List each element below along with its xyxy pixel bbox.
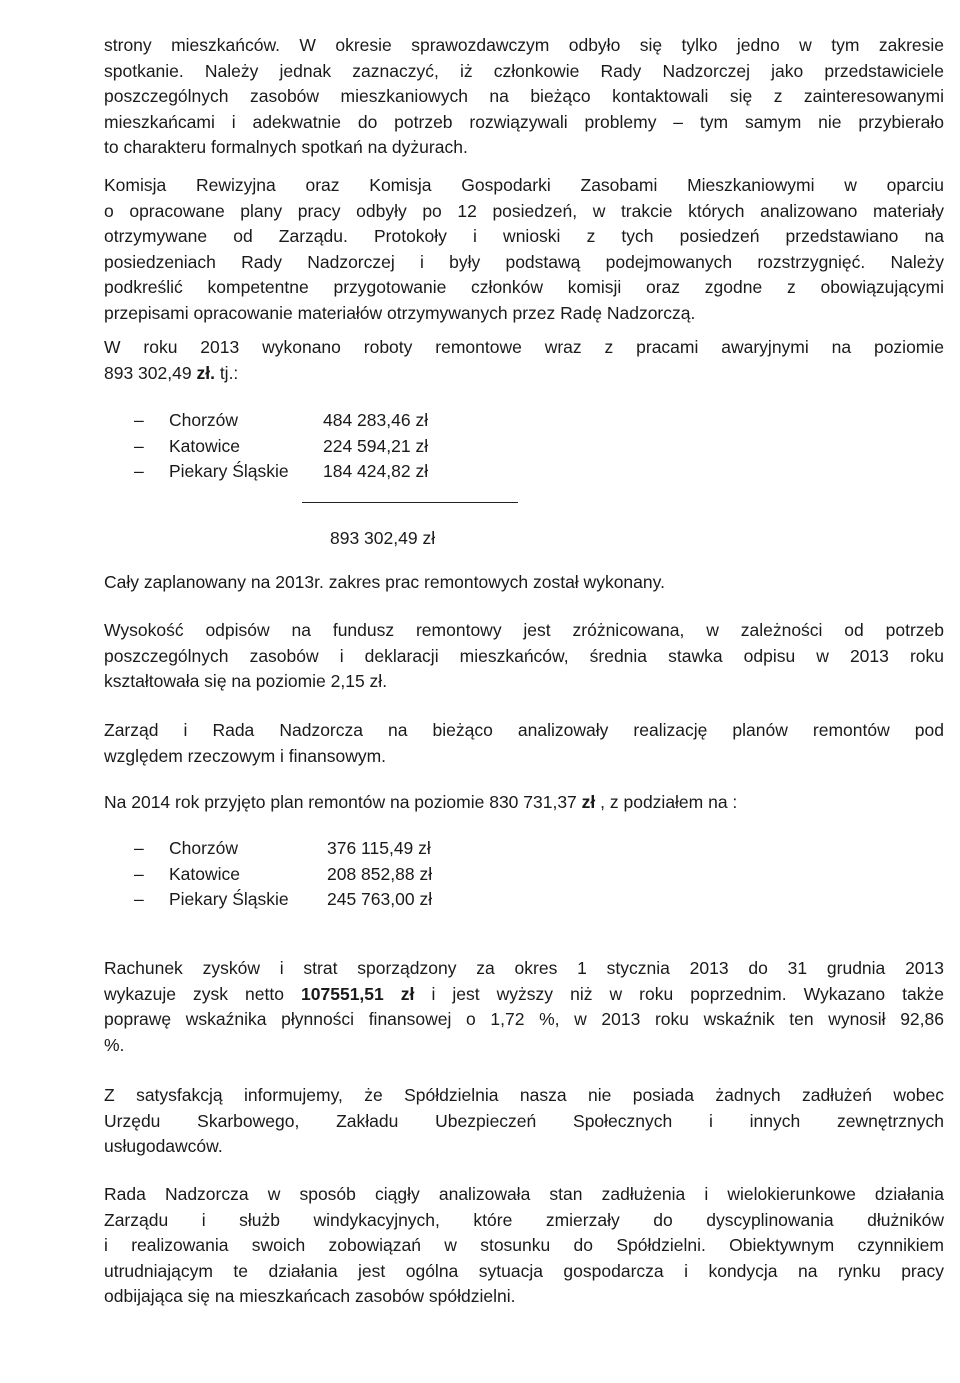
paragraph-repair-fund xyxy=(104,618,944,695)
text-line: otrzymywane od Zarządu. Protokoły i wnioski z tych posiedzeń przedstawiano na xyxy=(104,226,944,246)
paragraph-debt-analysis xyxy=(104,1182,944,1310)
text-prefix: wykazuje zysk netto xyxy=(104,983,302,1004)
dash-bullet: – xyxy=(134,889,144,909)
text-line: kształtowała się na poziomie 2,15 zł. xyxy=(104,671,388,691)
city-amount: 184 424,82 zł xyxy=(323,461,429,481)
list-item xyxy=(134,434,428,460)
text-line: utrudniającym te działania jest ogólna sytuacja gospodarcza i kondycja na rynku pracy xyxy=(104,1260,944,1281)
text-line: Komisja Rewizyjna oraz Komisja Gospodarki Zasobami Mieszkaniowymi w oparciu xyxy=(104,175,944,195)
paragraph-plan-completed xyxy=(104,570,944,596)
city-amount: 224 594,21 zł xyxy=(323,435,429,456)
text-line: Urzędu Skarbowego, Zakładu Ubezpieczeń Społecznych i innych zewnętrznych xyxy=(104,1110,944,1131)
paragraph-meetings xyxy=(104,33,944,161)
text-line: poprawę wskaźnika płynności finansowej o 1,72 %, w 2013 roku wskaźnik ten wynosił 92,86 xyxy=(104,1009,944,1029)
paragraph-committees xyxy=(104,173,944,326)
text-line: mieszkańcami i adekwatnie do potrzeb rozwiązywali problemy – tym samym nie przybierało xyxy=(104,111,944,132)
city-name: Chorzów xyxy=(169,410,239,430)
net-profit-value: 107551,51 zł xyxy=(301,983,415,1004)
text-line: poszczególnych zasobów i deklaracji mieszkańców, średnia stawka odpisu w 2013 roku xyxy=(104,645,944,666)
city-amount: 484 283,46 zł xyxy=(323,410,429,430)
list-item xyxy=(134,408,428,434)
text-line: odbijająca się na mieszkańcach zasobów spółdzielni. xyxy=(104,1286,516,1306)
list-item xyxy=(134,836,432,862)
text-line: Rada Nadzorcza w sposób ciągły analizowała stan zadłużenia i wielokierunkowe działania xyxy=(104,1184,944,1204)
text-suffix: tj.: xyxy=(214,362,239,383)
dash-bullet: – xyxy=(134,435,144,456)
list-item xyxy=(134,887,432,913)
paragraph-repairs-2013 xyxy=(104,335,944,386)
paragraph-plan-2014 xyxy=(104,790,944,816)
dash-bullet: – xyxy=(134,461,144,481)
repairs-amount: 893 302,49 xyxy=(104,362,192,383)
text-suffix: , z podziałem na : xyxy=(595,792,738,812)
text-line: o opracowane plany pracy odbyły po 12 posiedzeń, w trakcie których analizowano materiały xyxy=(104,200,944,221)
text-line: usługodawców. xyxy=(104,1136,223,1156)
city-amount: 376 115,49 zł xyxy=(327,838,431,858)
city-name: Piekary Śląskie xyxy=(169,461,289,481)
repairs-2013-total: 893 302,49 zł xyxy=(330,528,436,548)
dash-bullet: – xyxy=(134,863,144,884)
city-amount: 208 852,88 zł xyxy=(327,863,433,884)
text-line: to charakteru formalnych spotkań na dyżurach. xyxy=(104,137,468,157)
text-line: poszczególnych zasobów mieszkaniowych na bieżąco kontaktowali się z zainteresowanymi xyxy=(104,86,944,106)
text-line: Zarząd i Rada Nadzorcza na bieżąco analizowały realizację planów remontów pod xyxy=(104,720,944,740)
dash-bullet: – xyxy=(134,838,144,858)
city-name: Chorzów xyxy=(169,838,239,858)
list-item xyxy=(134,459,428,485)
text-line: W roku 2013 wykonano roboty remontowe wraz z pracami awaryjnymi na poziomie xyxy=(104,337,944,357)
currency-unit: zł. xyxy=(196,362,215,383)
currency-unit: zł xyxy=(581,792,596,812)
sum-divider xyxy=(302,502,518,503)
city-name: Katowice xyxy=(169,863,241,884)
text-line: Rachunek zysków i strat sporządzony za okres 1 stycznia 2013 do 31 grudnia 2013 xyxy=(104,958,944,978)
text-line: względem rzeczowym i finansowym. xyxy=(104,745,387,766)
paragraph-analysis xyxy=(104,718,944,769)
text-line: Cały zaplanowany na 2013r. zakres prac remontowych został wykonany. xyxy=(104,572,665,592)
paragraph-no-debts xyxy=(104,1083,944,1160)
text-line: spotkanie. Należy jednak zaznaczyć, iż członkowie Rady Nadzorczej jako przedstawiciele xyxy=(104,60,944,81)
text-line: podkreślić kompetentne przygotowanie członków komisji oraz zgodne z obowiązującymi xyxy=(104,277,944,297)
text-prefix: Na 2014 rok przyjęto plan remontów na poziomie 830 731,37 xyxy=(104,792,582,812)
text-line: Z satysfakcją informujemy, że Spółdzielnia nasza nie posiada żadnych zadłużeń wobec xyxy=(104,1085,944,1105)
text-line xyxy=(104,361,944,387)
text-line: i realizowania swoich zobowiązań w stosunku do Spółdzielni. Obiektywnym czynnikiem xyxy=(104,1235,944,1255)
text-line xyxy=(104,790,944,816)
city-name: Katowice xyxy=(169,435,241,456)
paragraph-profit xyxy=(104,956,944,1058)
text-line: posiedzeniach Rady Nadzorczej i były podstawą podejmowanych rozstrzygnięć. Należy xyxy=(104,251,944,272)
dash-bullet: – xyxy=(134,410,144,430)
text-line xyxy=(104,982,944,1008)
text-line: przepisami opracowanie materiałów otrzymywanych przez Radę Nadzorczą. xyxy=(104,302,696,323)
city-name: Piekary Śląskie xyxy=(169,889,289,909)
city-amount: 245 763,00 zł xyxy=(327,889,433,909)
text-line: Zarządu i służb windykacyjnych, które zmierzały do dyscyplinowania dłużników xyxy=(104,1209,944,1230)
repairs-2013-list xyxy=(134,408,428,485)
text-line: Wysokość odpisów na fundusz remontowy jest zróżnicowana, w zależności od potrzeb xyxy=(104,620,944,640)
list-item xyxy=(134,862,432,888)
plan-2014-list xyxy=(134,836,432,913)
text-line: strony mieszkańców. W okresie sprawozdawczym odbyło się tylko jedno w tym zakresie xyxy=(104,35,944,55)
text-line: %. xyxy=(104,1034,125,1055)
text-suffix: i jest wyższy niż w roku poprzednim. Wykazano także xyxy=(414,983,945,1004)
